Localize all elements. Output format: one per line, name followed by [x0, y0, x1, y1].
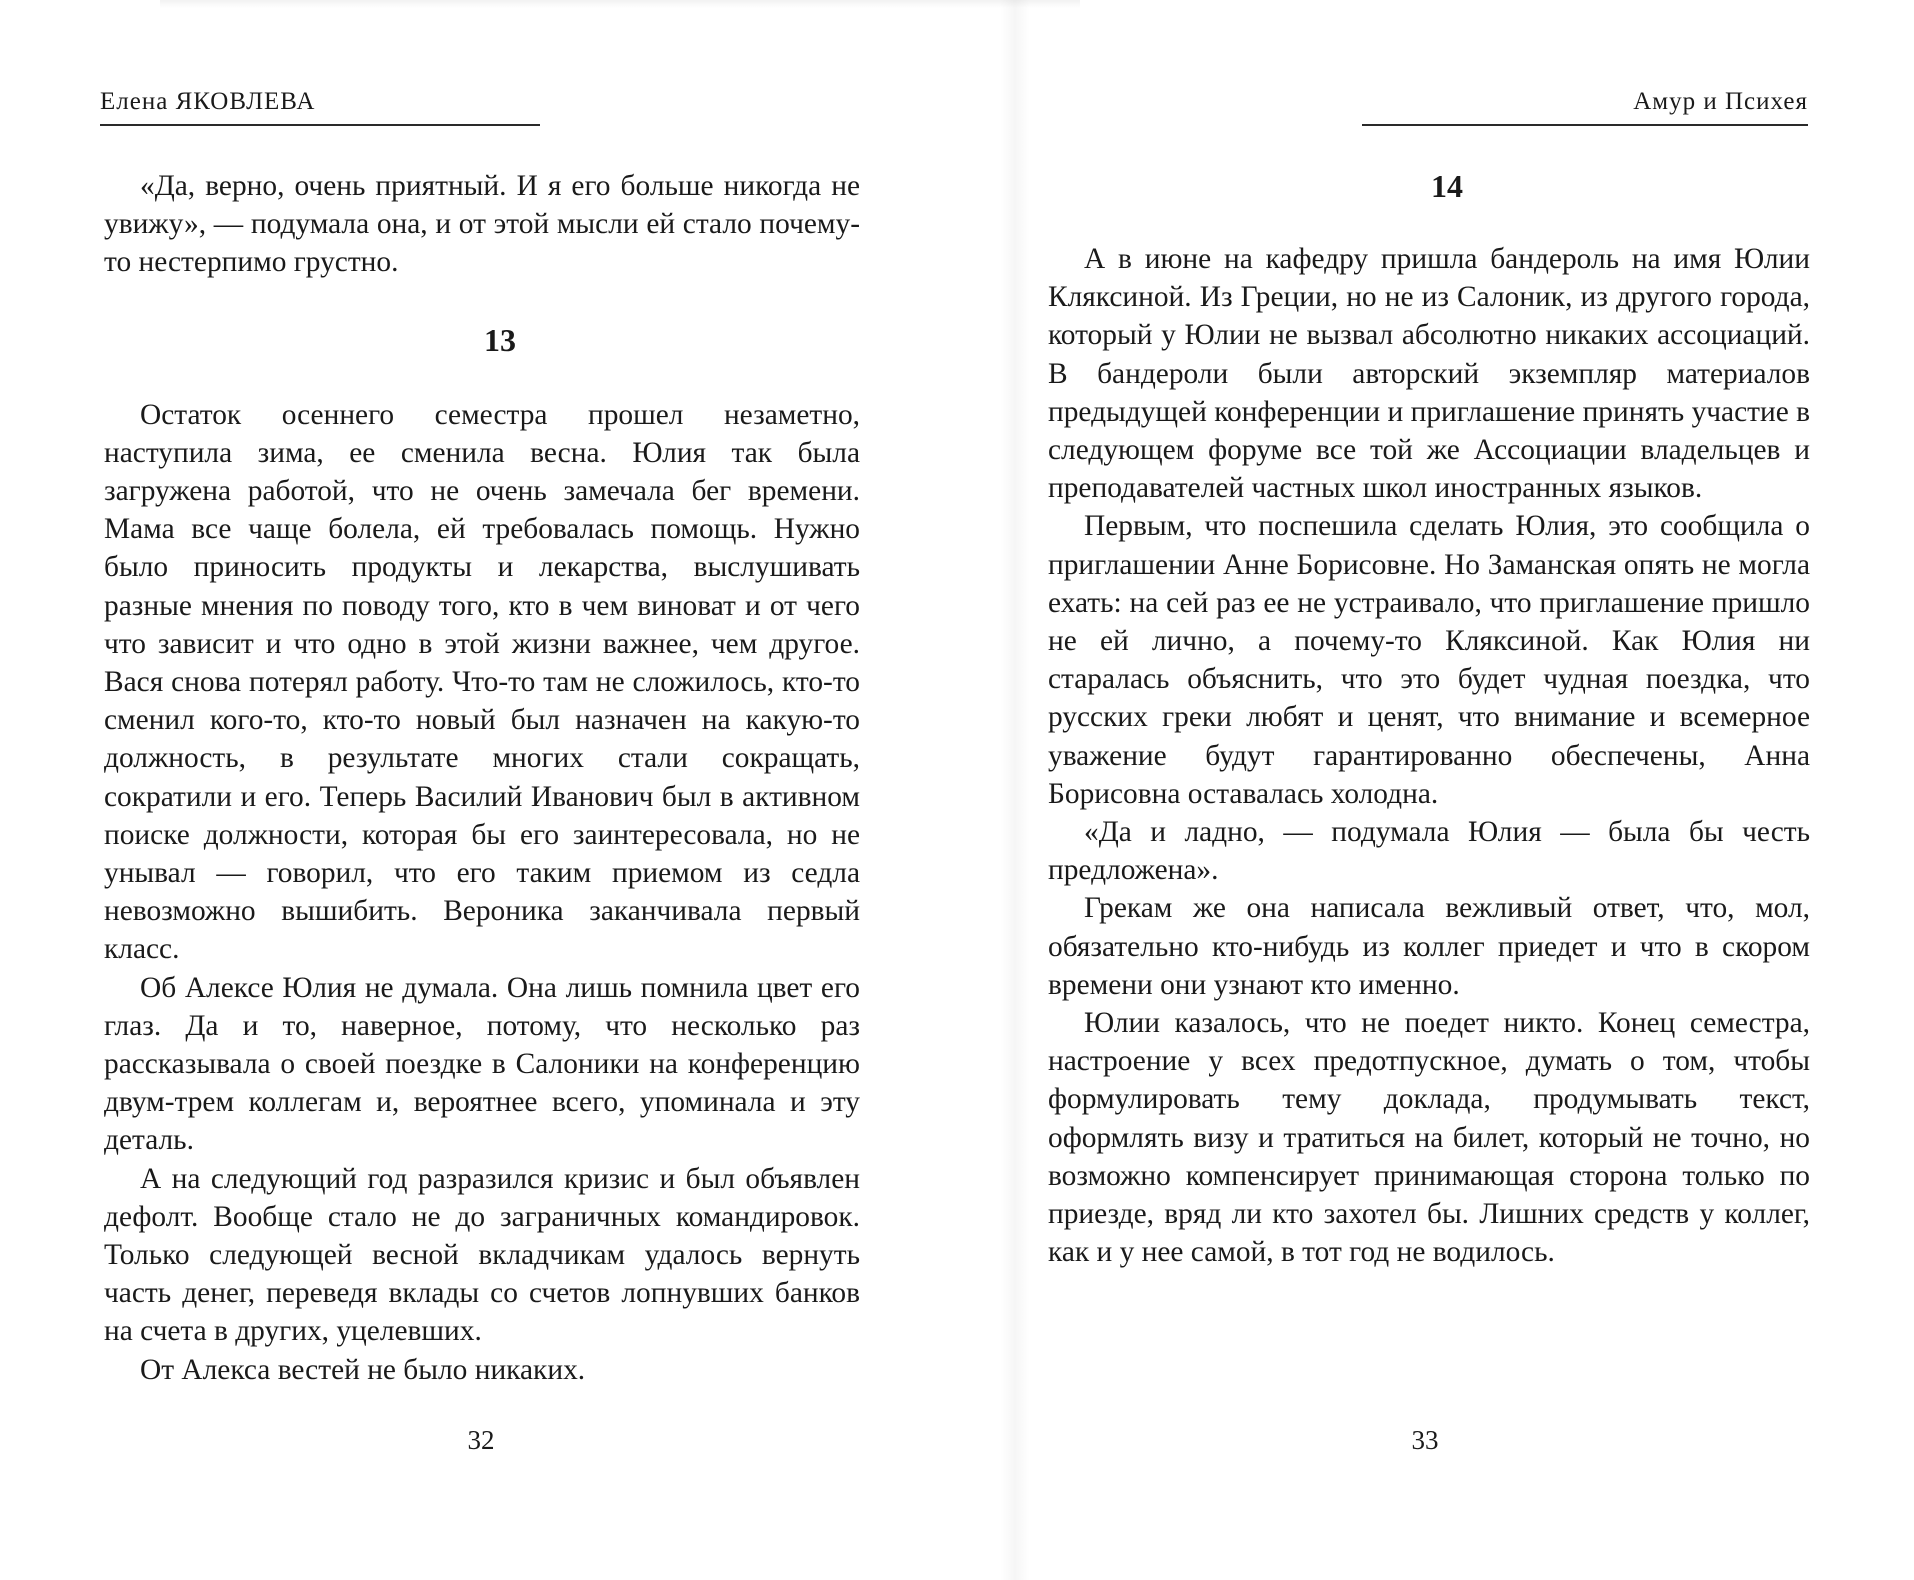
chapter-heading-13: 13 [484, 321, 516, 358]
right-running-head: Амур и Психея [1633, 88, 1808, 115]
right-page-text [1048, 166, 1810, 1271]
left-page-text [104, 167, 860, 1389]
left-paragraph-4: От Алекса вестей не было никаких. [140, 1353, 586, 1386]
right-page [1000, 0, 1914, 1580]
right-page-number: 33 [1411, 1425, 1439, 1455]
chapter-heading-14: 14 [1431, 168, 1463, 204]
left-running-head: Елена ЯКОВЛЕВА [100, 88, 316, 115]
right-paragraph-3: «Да и ладно, — подумала Юлия — была бы честь предложена». [1048, 816, 1810, 887]
right-paragraph-1: А в июне на кафедру пришла бандероль на имя Юлии Кляксиной. Из Греции, но не из Салоник, из другого города, который у Юлии не вызвал абсолютно никаких ассоциаций. В бандероли были авторский экземпляр материалов предыдущей конференции и приглашение принять участие в следующем форуме все той же Ассоциации владельцев и преподавателей частных школ иностранных языков. [1048, 243, 1810, 505]
left-paragraph-1: Остаток осеннего семестра прошел незаметно, наступила зима, ее сменила весна. Юлия так была загружена работой, что не очень замечала бег времени. Мама все чаще болела, ей требовалась помощь. Нужно было приносить продукты и лекарства, выслушивать разные мнения по поводу того, кто в чем виноват и от чего что зависит и что одно в этой жизни важнее, чем другое. Вася снова потерял работу. Что-то там не сложилось, кто-то сменил кого-то, кто-то новый был назначен на какую-то должность, в результате многих стали сокращать, сократили и его. Теперь Василий Иванович был в активном поиске должности, которая бы его заинтересовала, но не унывал — говорил, что его таким приемом из седла невозможно вышибить. Вероника заканчивала первый класс. [104, 398, 860, 966]
left-header-rule [100, 124, 540, 126]
left-opening-paragraph: «Да, верно, очень приятный. И я его больше никогда не увижу», — подумала она, и от этой мысли ей стало почему-то нестерпимо грустно. [104, 170, 860, 279]
right-paragraph-2: Первым, что поспешила сделать Юлия, это сообщила о приглашении Анне Борисовне. Но Заманская опять не могла ехать: на сей раз ее не устраивало, что приглашение пришло не ей лично, а почему-то Кляксиной. Как Юлия ни старалась объяснить, что это будет чудная поездка, что русских греки любят и ценят, что внимание и всемерное уважение будут гарантированно обеспечены, Анна Борисовна оставалась холодна. [1048, 510, 1810, 810]
right-paragraph-4: Грекам же она написала вежливый ответ, что, мол, обязательно кто-нибудь из коллег приедет и что в скором времени они узнают кто именно. [1048, 892, 1810, 1001]
right-paragraph-5: Юлии казалось, что не поедет никто. Конец семестра, настроение у всех предотпускное, думать о том, чтобы формулировать тему доклада, продумывать текст, оформлять визу и тратиться на билет, который не точно, но возможно компенсирует принимающая сторона только по приезде, вряд ли кто захотел бы. Лишних средств у коллег, как и у нее самой, в тот год не водилось. [1048, 1007, 1810, 1269]
left-paragraph-3: А на следующий год разразился кризис и был объявлен дефолт. Вообще стало не до заграничных командировок. Только следующей весной вкладчикам удалось вернуть часть денег, переведя вклады со счетов лопнувших банков на счета в других, уцелевших. [104, 1162, 860, 1348]
left-page-number: 32 [467, 1425, 495, 1455]
left-paragraph-2: Об Алексе Юлия не думала. Она лишь помнила цвет его глаз. Да и то, наверное, потому, что несколько раз рассказывала о своей поездке в Салоники на конференцию двум-трем коллегам и, вероятнее всего, упоминала и эту деталь. [104, 971, 860, 1157]
right-header-rule [1362, 124, 1808, 126]
